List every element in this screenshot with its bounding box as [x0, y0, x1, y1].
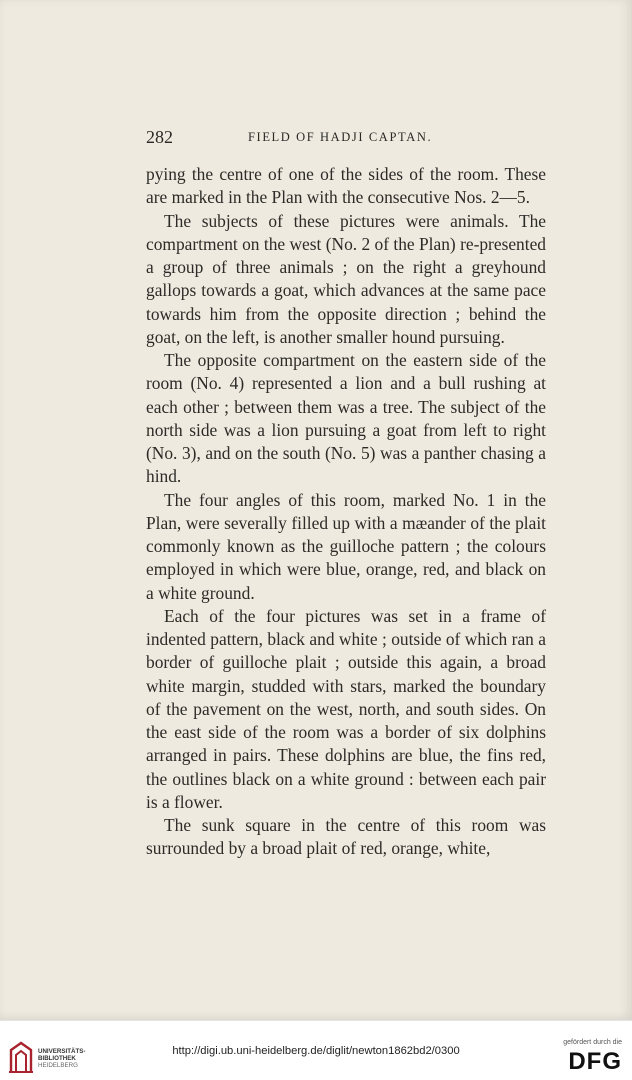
permalink-url[interactable]: http://digi.ub.uni-heidelberg.de/diglit/newton1862bd2/0300: [172, 1045, 460, 1057]
library-name-line: BIBLIOTHEK: [38, 1055, 76, 1063]
paragraph: The sunk square in the centre of this room was surrounded by a broad plait of red, orange, white,: [146, 815, 546, 859]
funding-tagline: gefördert durch die: [563, 1039, 622, 1046]
page-header: [146, 126, 546, 148]
running-head: FIELD OF HADJI CAPTAN.: [248, 130, 433, 144]
dfg-logo: DFG: [568, 1048, 622, 1075]
body-text: [146, 163, 546, 861]
paragraph: Each of the four pictures was set in a frame of indented pattern, black and white ; outside of which ran a border of guilloche plait ; outside this again, a broad white margin, studded with stars, marked the boundary of the pavement on the west, north, and south sides. On the east side of the room was a border of six dolphins arranged in pairs. These dolphins are blue, the fins red, the outlines black on a white ground : between each pair is a flower.: [146, 605, 546, 812]
library-name-line: HEIDELBERG: [38, 1062, 78, 1070]
library-name-line: UNIVERSITÄTS-: [38, 1048, 86, 1055]
paragraph: The opposite compartment on the eastern side of the room (No. 4) represented a lion and a bull rushing at each other ; between them was a tree. The subject of the north side was a lion pursuing a goat from left to right (No. 3), and on the south (No. 5) was a panther chasing a hind.: [146, 350, 546, 487]
paragraph: The four angles of this room, marked No. 1 in the Plan, were severally filled up with a mæander of the plait commonly known as the guilloche pattern ; the colours employed in which were blue, orange, red, and black on a white ground.: [146, 489, 546, 603]
page-number: 282: [146, 127, 173, 147]
viewer-footer: [0, 1020, 632, 1080]
paragraph: pying the centre of one of the sides of the room. These are marked in the Plan with the consecutive Nos. 2—5.: [146, 164, 546, 208]
paragraph: The subjects of these pictures were animals. The compartment on the west (No. 2 of the Plan) re-presented a group of three animals ; on the right a greyhound gallops towards a goat, which advances at the same pace towards him from the opposite direction ; behind the goat, on the left, is another smaller hound pursuing.: [146, 210, 546, 347]
